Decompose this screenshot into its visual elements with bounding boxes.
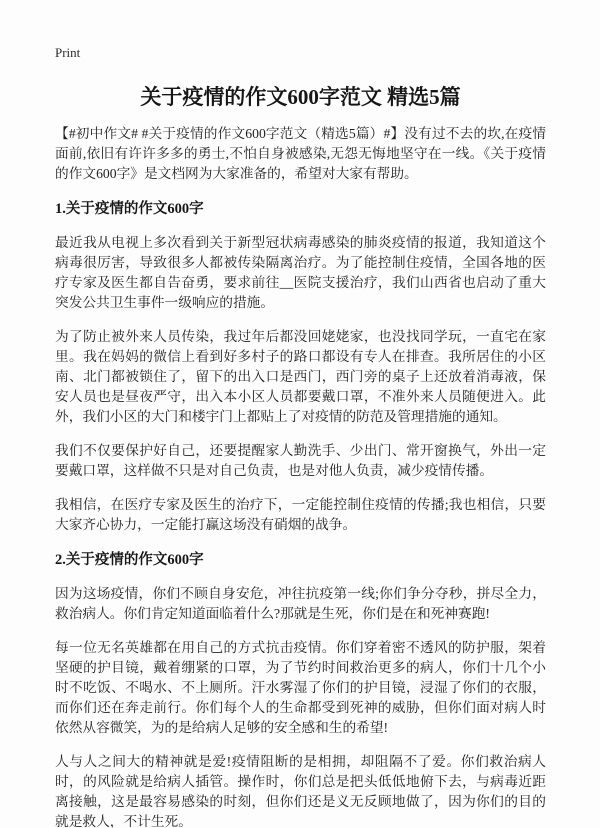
section-2-paragraph-3: 人与人之间大的精神就是爱!疫情阻断的是相拥，却阻隔不了爱。你们救治病人时，的风险就是给病人插管。操作时，你们总是把头低低地俯下去，与病毒近距离接触，这是最容易感染的时刻，但你们还是义无反顾地做了，因为你们的目的就是救人，不计生死。 xyxy=(55,754,546,828)
print-button[interactable]: Print xyxy=(55,45,81,60)
page-title: 关于疫情的作文600字范文 精选5篇 xyxy=(140,85,461,109)
section-2-paragraph-2: 每一位无名英雄都在用自己的方式抗击疫情。你们穿着密不透风的防护服，架着坚硬的护目镜，戴着绷紧的口罩，为了节约时间救治更多的病人，你们十几个小时不吃饭、不喝水、不上厕所。汗水雾湿了你们的护目镜，浸湿了你们的衣服，而你们还在奔走前行。你们每个人的生命都受到死神的威胁，但你们面对病人时依然从容微笑，为的是给病人足够的安全感和生的希望! xyxy=(55,640,546,735)
section-1-paragraph-2: 为了防止被外来人员传染，我过年后都没回姥姥家，也没找同学玩，一直宅在家里。我在妈妈的微信上看到好多村子的路口都设有专人在排查。我所居住的小区南、北门都被锁住了，留下的出入口是西门，西门旁的桌子上还放着消毒液，保安人员也是昼夜严守，出入本小区人员都要戴口罩，不准外来人员随便进入。此外，我们小区的大门和楼宇门上都贴上了对疫情的防范及管理措施的通知。 xyxy=(55,329,546,424)
section-1-paragraph-3: 我们不仅要保护好自己，还要提醒家人勤洗手、少出门、常开窗换气，外出一定要戴口罩，这样做不只是对自己负责，也是对他人负责，减少疫情传播。 xyxy=(55,443,546,478)
intro-paragraph: 【#初中作文# #关于疫情的作文600字范文（精选5篇）#】没有过不去的坎,在疫情面前,依旧有许许多多的勇士,不怕自身被感染,无怨无悔地坚守在一线。《关于疫情的作文600字》是文档网为大家准备的，希望对大家有帮助。 xyxy=(55,126,546,181)
section-2-paragraph-1: 因为这场疫情，你们不顾自身安危，冲往抗疫第一线;你们争分夺秒，拼尽全力，救治病人。你们肯定知道面临着什么?那就是生死，你们是在和死神赛跑! xyxy=(55,586,546,621)
section-2-heading: 2.关于疫情的作文600字 xyxy=(55,552,204,568)
section-1-paragraph-4: 我相信，在医疗专家及医生的治疗下，一定能控制住疫情的传播;我也相信，只要大家齐心协力，一定能打赢这场没有硝烟的战争。 xyxy=(55,497,546,532)
section-1-paragraph-1: 最近我从电视上多次看到关于新型冠状病毒感染的肺炎疫情的报道，我知道这个病毒很厉害，导致很多人都被传染隔离治疗。为了能控制住疫情，全国各地的医疗专家及医生都自告奋勇，要求前往__医院支援治疗，我们山西省也启动了重大突发公共卫生事件一级响应的措施。 xyxy=(55,235,546,310)
document-body xyxy=(55,84,546,828)
section-1-heading: 1.关于疫情的作文600字 xyxy=(55,201,204,217)
